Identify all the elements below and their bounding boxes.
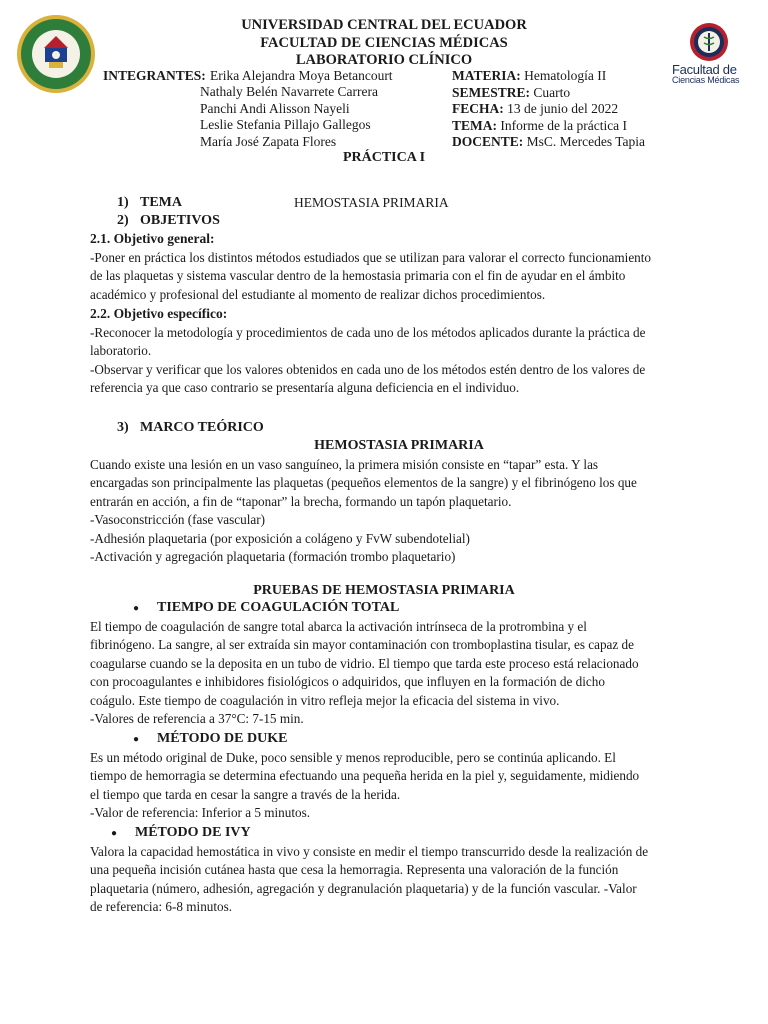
- text-line: laboratorio.: [90, 343, 152, 359]
- duke-text: [90, 749, 677, 823]
- text-line: coagularse cuando se la deposita en un tubo de vidrio. El tiempo que tarda este proceso está relacionado: [90, 655, 639, 671]
- duke-heading: [133, 731, 287, 748]
- ivy-heading: [111, 825, 251, 842]
- docente-row: [452, 134, 645, 151]
- text-line: entrarán en acción, a fin de “taponar” la brecha, formando un tapón plaquetario.: [90, 493, 512, 509]
- text-line: -Adhesión plaquetaria (por exposición a colágeno y FvW subendotelial): [90, 530, 470, 546]
- integrante-4: Leslie Stefania Pillajo Gallegos: [200, 117, 371, 132]
- materia-value: Hematología II: [524, 68, 607, 83]
- text-line: -Reconocer la metodología y procedimientos de cada uno de los métodos aplicados durante la práctica de: [90, 325, 646, 340]
- hemostasia-text: [90, 456, 677, 566]
- section1-value: HEMOSTASIA PRIMARIA: [294, 195, 449, 210]
- lab-name: LABORATORIO CLÍNICO: [295, 52, 473, 68]
- integrantes-list-rest: [200, 84, 378, 150]
- faculty-name: FACULTAD DE CIENCIAS MÉDICAS: [260, 35, 508, 51]
- text-line: -Poner en práctica los distintos métodos estudiados que se utilizan para valorar el correcto funcionamiento: [90, 250, 652, 265]
- integrantes-list: [210, 68, 393, 84]
- text-line: -Valores de referencia a 37°C: 7-15 min.: [90, 711, 304, 727]
- text-line: académico y profesional del estudiante al momento de realizar dichos procedimientos.: [90, 286, 546, 302]
- fecha-row: [452, 101, 645, 118]
- text-line: Cuando existe una lesión en un vaso sanguíneo, la primera misión consiste en “tapar” esta. Y las: [90, 457, 599, 472]
- semestre-row: [452, 85, 645, 102]
- integrantes-label-text: INTEGRANTES:: [103, 68, 206, 83]
- tema-value: Informe de la práctica I: [500, 117, 628, 133]
- bullet-icon: ●: [111, 828, 118, 839]
- docente-label: DOCENTE:: [452, 134, 524, 149]
- meta-right-column: [452, 68, 645, 151]
- section3-number: 3): [117, 420, 129, 435]
- obj-specific-title: 2.2. Objetivo específico:: [90, 306, 228, 321]
- bullet-icon: ●: [133, 603, 140, 614]
- faculty-logo-line2: Ciencias Médicas: [672, 75, 740, 85]
- text-line: de las plaquetas y sistema vascular dentro de la hemostasia primaria con el fin de ayudar en el ámbito: [90, 268, 626, 284]
- faculty-logo-line1: Facultad de: [672, 62, 737, 77]
- ivy-text: [90, 843, 677, 917]
- fecha-value: 13 de junio del 2022: [507, 101, 619, 116]
- semestre-value: Cuarto: [533, 84, 571, 100]
- text-line: coágulo. Este tiempo de coagulación in vitro refleja mejor la eficacia del sistema in vivo.: [90, 692, 560, 708]
- practice-title: PRÁCTICA I: [342, 150, 426, 165]
- duke-title: MÉTODO DE DUKE: [157, 731, 288, 746]
- tiempo-heading: [133, 600, 399, 617]
- text-line: Valora la capacidad hemostática in vivo y consiste en medir el tiempo transcurrido desde la realización de: [90, 844, 649, 859]
- text-line: -Vasoconstricción (fase vascular): [90, 512, 266, 528]
- obj-general-title: 2.1. Objetivo general:: [90, 231, 215, 246]
- text-line: referencia ya que caso contrario se presentaría alguna deficiencia en el individuo.: [90, 380, 520, 396]
- section1-number: 1): [117, 195, 129, 210]
- integrante-3: Panchi Andi Alisson Nayeli: [200, 100, 350, 116]
- text-line: -Valor de referencia: Inferior a 5 minutos.: [90, 805, 311, 821]
- section1-label: TEMA: [140, 195, 182, 210]
- section2-label: OBJETIVOS: [140, 213, 220, 228]
- text-line: el tiempo que tarda en cesar la sangre a través de la herida.: [90, 786, 401, 802]
- obj-general-text: [90, 249, 677, 304]
- text-line: plaquetaria (número, adhesión, agregación y degranulación plaquetaria) y de la función vascular. -Valor: [90, 880, 637, 896]
- section2-number: 2): [117, 213, 129, 228]
- integrante-5: María José Zapata Flores: [200, 133, 337, 149]
- text-line: -Activación y agregación plaquetaria (formación trombo plaquetario): [90, 549, 456, 565]
- text-line: El tiempo de coagulación de sangre total abarca la activación intrínseca de la protrombina y el: [90, 619, 587, 634]
- docente-value: MsC. Mercedes Tapia: [526, 134, 646, 149]
- text-line: una pequeña incisión cutánea hasta que cesa la hemorragia. Representa una valoración de la función: [90, 862, 619, 878]
- integrante-2: Nathaly Belén Navarrete Carrera: [200, 84, 379, 99]
- integrantes-label: [103, 68, 206, 84]
- ivy-title: MÉTODO DE IVY: [135, 825, 251, 840]
- semestre-label: SEMESTRE:: [452, 84, 531, 100]
- bullet-icon: ●: [133, 734, 140, 745]
- materia-label: MATERIA:: [452, 68, 521, 83]
- tema-label: TEMA:: [452, 117, 497, 133]
- text-line: tiempo de hemorragia se determina efectuando una pequeña herida en la piel y, seguidamente, midiendo: [90, 768, 640, 784]
- tiempo-title: TIEMPO DE COAGULACIÓN TOTAL: [157, 600, 400, 615]
- text-line: fibrinógeno. La sangre, al ser extraída sin mayor contaminación con tromboplastina tisular, es capaz de: [90, 637, 634, 653]
- tiempo-text: [90, 618, 677, 728]
- integrante-1: Erika Alejandra Moya Betancourt: [210, 68, 393, 83]
- text-line: encargadas son principalmente las plaquetas (pequeños elementos de la sangre) y el fibrinógeno los que: [90, 475, 637, 491]
- text-line: con procoagulantes e inhibidores fisiológicos o adquiridos, que influyen en la formación de dicho: [90, 674, 605, 690]
- university-name: UNIVERSIDAD CENTRAL DEL ECUADOR: [241, 17, 527, 33]
- tema-row: [452, 118, 645, 135]
- materia-row: [452, 68, 645, 85]
- text-line: Es un método original de Duke, poco sensible y menos reproducible, pero se continúa aplicando. El: [90, 750, 616, 765]
- obj-specific-text: [90, 324, 677, 398]
- text-line: de referencia: 6-8 minutos.: [90, 899, 233, 915]
- fecha-label: FECHA:: [452, 101, 504, 116]
- hemostasia-title: HEMOSTASIA PRIMARIA: [314, 438, 484, 453]
- section3-label: MARCO TEÓRICO: [140, 420, 264, 435]
- text-line: -Observar y verificar que los valores obtenidos en cada uno de los métodos estén dentro de los valores de: [90, 361, 646, 377]
- pruebas-title: PRUEBAS DE HEMOSTASIA PRIMARIA: [253, 583, 515, 598]
